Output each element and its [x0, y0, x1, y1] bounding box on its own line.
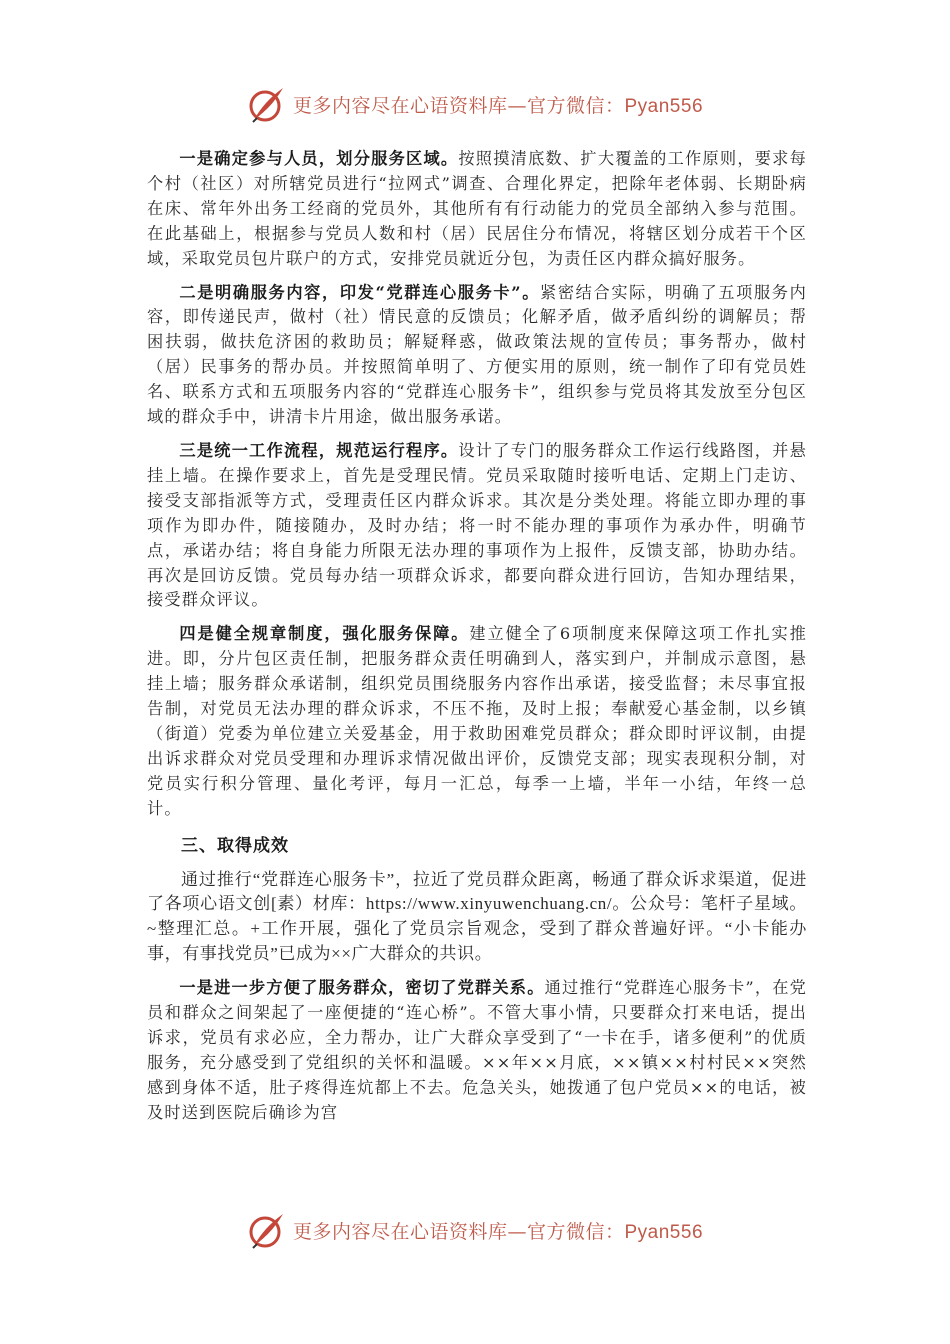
paragraph-lead: 一是进一步方便了服务群众，密切了党群关系。	[179, 978, 545, 998]
wechat-id: Pyan556	[624, 95, 704, 117]
header-banner	[0, 82, 950, 126]
section-heading: 三、取得成效	[181, 835, 289, 855]
paragraph-lead: 三是统一工作流程，规范运行程序。	[179, 440, 459, 460]
paragraph-body: 通过推行“党群连心服务卡”，在党员和群众之间架起了一座便捷的“连心桥”。不管大事小情，只要群众打来电话，提出诉求，党员有求必应，全力帮办，让广大群众享受到了“一卡在手，诸多便利”的优质服务，充分感受到了党组织的关怀和温暖。××年××月底，××镇××村村民××突然感到身体不适，肚子疼得连炕都上不去。危急关头，她拨通了包户党员××的电话，被及时送到医院后确诊为宫	[147, 978, 808, 1122]
paragraph-4	[147, 622, 807, 821]
paragraph-5	[147, 976, 807, 1125]
paragraph-body: 紧密结合实际，明确了五项服务内容，即传递民声，做村（社）情民意的反馈员；化解矛盾，做矛盾纠纷的调解员；帮困扶弱，做扶危济困的救助员；解疑释惑，做政策法规的宣传员；事务帮办，做村（居）民事务的帮办员。并按照简单明了、方便实用的原则，统一制作了印有党员姓名、联系方式和五项服务内容的“党群连心服务卡”，组织参与党员将其发放至分包区域的群众手中，讲清卡片用途，做出服务承诺。	[147, 282, 808, 427]
paragraph-lead: 四是健全规章制度，强化服务保障。	[179, 624, 470, 644]
paragraph-2	[147, 281, 807, 430]
paragraph-lead: 二是明确服务内容，印发“党群连心服务卡”。	[179, 282, 541, 302]
document-body	[147, 147, 807, 1135]
paragraph-lead: 一是确定参与人员，划分服务区域。	[179, 149, 459, 168]
paragraph-1	[147, 147, 807, 272]
paragraph-body: 建立健全了6项制度来保障这项工作扎实推进。即，分片包区责任制，把服务群众责任明确到人，落实到户，并制成示意图，悬挂上墙；服务群众承诺制，组织党员围绕服务内容作出承诺，接受监督；未尽事宜报告制，对党员无法办理的群众诉求，不压不拖，及时上报；奉献爱心基金制，以乡镇（街道）党委为单位建立关爱基金，用于救助困难党员群众；群众即时评议制，由提出诉求群众对党员受理和办理诉求情况做出评价，反馈党支部；现实表现积分制，对党员实行积分管理、量化考评，每月一汇总，每季一上墙，半年一小结，年终一总计。	[147, 624, 807, 818]
banner-text: 更多内容尽在心语资料库—官方微信：Pyan556	[292, 94, 704, 117]
wechat-id: Pyan556	[624, 1221, 704, 1243]
paragraph-body: 设计了专门的服务群众工作运行线路图，并悬挂上墙。在操作要求上，首先是受理民情。党员采取随时接听电话、定期上门走访、接受支部指派等方式，受理责任区内群众诉求。其次是分类处理。将能立即办理的事项作为即办件，随接随办，及时办结；将一时不能办理的事项作为承办件，明确节点，承诺办结；将自身能力所限无法办理的事项作为上报件，反馈支部，协助办结。再次是回访反馈。党员每办结一项群众诉求，都要向群众进行回访，告知办理结果，接受群众评议。	[147, 440, 808, 610]
paragraph-body: 按照摸清底数、扩大覆盖的工作原则，要求每个村（社区）对所辖党员进行“拉网式”调查、合理化界定，把除年老体弱、长期卧病在床、常年外出务工经商的党员外，其他所有有行动能力的党员全部纳入参与范围。在此基础上，根据参与党员人数和村（居）民居住分布情况，将辖区划分成若干个区域，采取党员包片联户的方式，安排党员就近分包，为责任区内群众搞好服务。	[147, 149, 808, 268]
quill-circle-logo-icon	[247, 84, 287, 124]
summary-paragraph: 通过推行“党群连心服务卡”，拉近了党员群众距离，畅通了群众诉求渠道，促进了各项心语文创[素）材库：https://www.xinyuwenchuang.cn/。公众号：笔杆子星域。~整理汇总。+工作开展，强化了党员宗旨观念，受到了群众普遍好评。“小卡能办事，有事找党员”已成为××广大群众的共识。	[147, 869, 807, 964]
footer-banner	[0, 1208, 950, 1252]
paragraph-3	[147, 439, 807, 613]
quill-circle-logo-icon	[247, 1210, 287, 1250]
banner-text: 更多内容尽在心语资料库—官方微信：Pyan556	[292, 1220, 704, 1243]
